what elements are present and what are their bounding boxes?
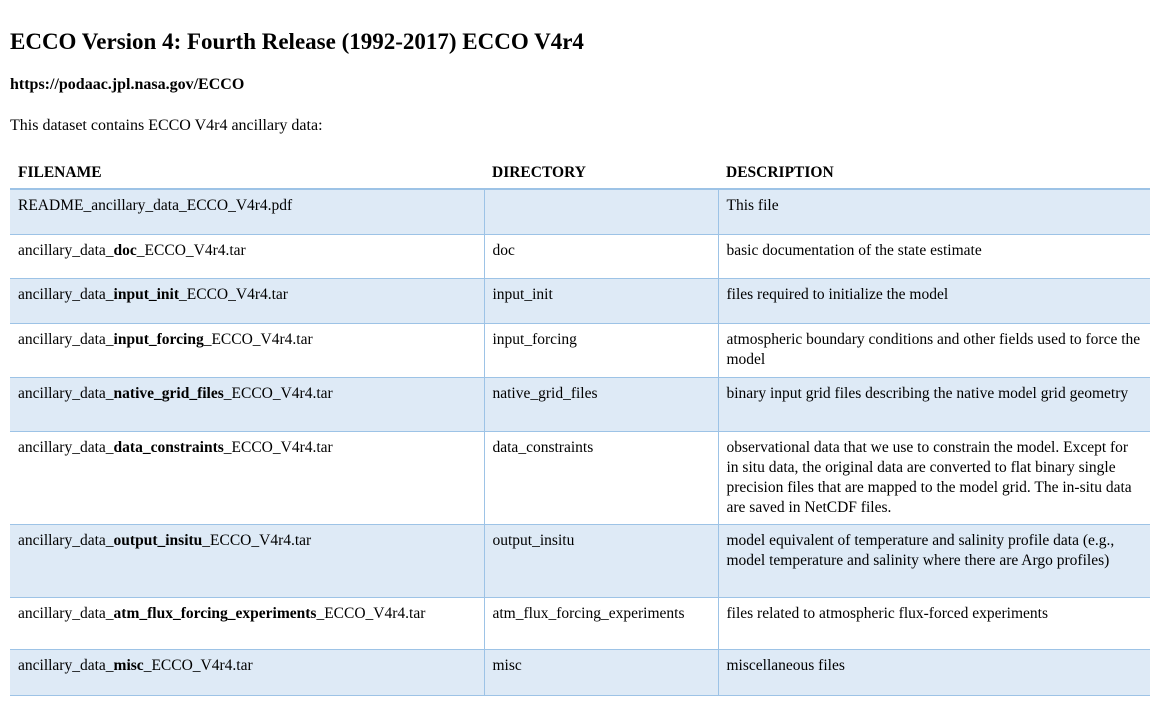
filename-prefix: ancillary_data_: [18, 331, 114, 348]
description-cell: observational data that we use to constrain the model. Except for in situ data, the original data are converted to flat binary single precision files that are mapped to the model grid. The in-situ data are saved in NetCDF files.: [718, 432, 1150, 525]
filename-cell: [10, 598, 484, 650]
description-cell: atmospheric boundary conditions and other fields used to force the model: [718, 324, 1150, 378]
filename-prefix: ancillary_data_: [18, 532, 114, 549]
table-row: [10, 432, 1150, 525]
description-cell: binary input grid files describing the native model grid geometry: [718, 378, 1150, 432]
table-row: [10, 189, 1150, 235]
directory-cell: atm_flux_forcing_experiments: [484, 598, 718, 650]
table-row: [10, 324, 1150, 378]
ancillary-files-table: [10, 154, 1150, 696]
header-description: DESCRIPTION: [718, 154, 1150, 189]
header-directory: DIRECTORY: [484, 154, 718, 189]
filename-suffix: _ECCO_V4r4.tar: [136, 242, 246, 259]
table-row: [10, 650, 1150, 696]
filename-prefix: ancillary_data_: [18, 657, 114, 674]
table-row: [10, 235, 1150, 279]
document-title: ECCO Version 4: Fourth Release (1992-2017) ECCO V4r4: [10, 29, 584, 54]
directory-cell: output_insitu: [484, 525, 718, 598]
filename-cell: [10, 189, 484, 235]
table-row: [10, 525, 1150, 598]
table-row: [10, 279, 1150, 324]
filename-prefix: ancillary_data_: [18, 286, 114, 303]
description-cell: basic documentation of the state estimate: [718, 235, 1150, 279]
directory-cell: input_init: [484, 279, 718, 324]
table-row: [10, 598, 1150, 650]
filename-key: misc: [113, 657, 144, 674]
description-cell: miscellaneous files: [718, 650, 1150, 696]
filename-prefix: ancillary_data_: [18, 385, 114, 402]
directory-cell: native_grid_files: [484, 378, 718, 432]
description-cell: files related to atmospheric flux-forced experiments: [718, 598, 1150, 650]
filename-key: atm_flux_forcing_experiments: [113, 605, 317, 622]
dataset-url: https://podaac.jpl.nasa.gov/ECCO: [10, 76, 245, 93]
filename-suffix: _ECCO_V4r4.tar: [179, 286, 288, 303]
filename-cell: [10, 235, 484, 279]
directory-cell: [484, 189, 718, 235]
filename-key: input_forcing: [113, 331, 204, 348]
description-cell: files required to initialize the model: [718, 279, 1150, 324]
filename-cell: [10, 279, 484, 324]
directory-cell: input_forcing: [484, 324, 718, 378]
intro-text: This dataset contains ECCO V4r4 ancillary data:: [10, 117, 323, 134]
filename-suffix: _ECCO_V4r4.tar: [143, 657, 253, 674]
table-row: [10, 378, 1150, 432]
directory-cell: misc: [484, 650, 718, 696]
filename-cell: [10, 650, 484, 696]
filename-cell: [10, 432, 484, 525]
filename-suffix: _ECCO_V4r4.tar: [223, 439, 333, 456]
filename-prefix: ancillary_data_: [18, 605, 114, 622]
header-filename: FILENAME: [10, 154, 484, 189]
description-cell: This file: [718, 189, 1150, 235]
filename-key: data_constraints: [113, 439, 224, 456]
filename-key: input_init: [113, 286, 180, 303]
filename-prefix: ancillary_data_: [18, 242, 114, 259]
filename-prefix: ancillary_data_: [18, 439, 114, 456]
directory-cell: doc: [484, 235, 718, 279]
filename-key: doc: [113, 242, 137, 259]
description-cell: model equivalent of temperature and salinity profile data (e.g., model temperature and salinity where there are Argo profiles): [718, 525, 1150, 598]
directory-cell: data_constraints: [484, 432, 718, 525]
filename-prefix: README_ancillary_data_ECCO_V4r4.pdf: [18, 197, 293, 214]
filename-suffix: _ECCO_V4r4.tar: [316, 605, 426, 622]
table-header-row: [10, 154, 1150, 189]
filename-key: native_grid_files: [113, 385, 224, 402]
filename-suffix: _ECCO_V4r4.tar: [203, 331, 313, 348]
filename-suffix: _ECCO_V4r4.tar: [223, 385, 333, 402]
filename-cell: [10, 324, 484, 378]
filename-cell: [10, 525, 484, 598]
filename-suffix: _ECCO_V4r4.tar: [202, 532, 312, 549]
filename-key: output_insitu: [113, 532, 203, 549]
filename-cell: [10, 378, 484, 432]
